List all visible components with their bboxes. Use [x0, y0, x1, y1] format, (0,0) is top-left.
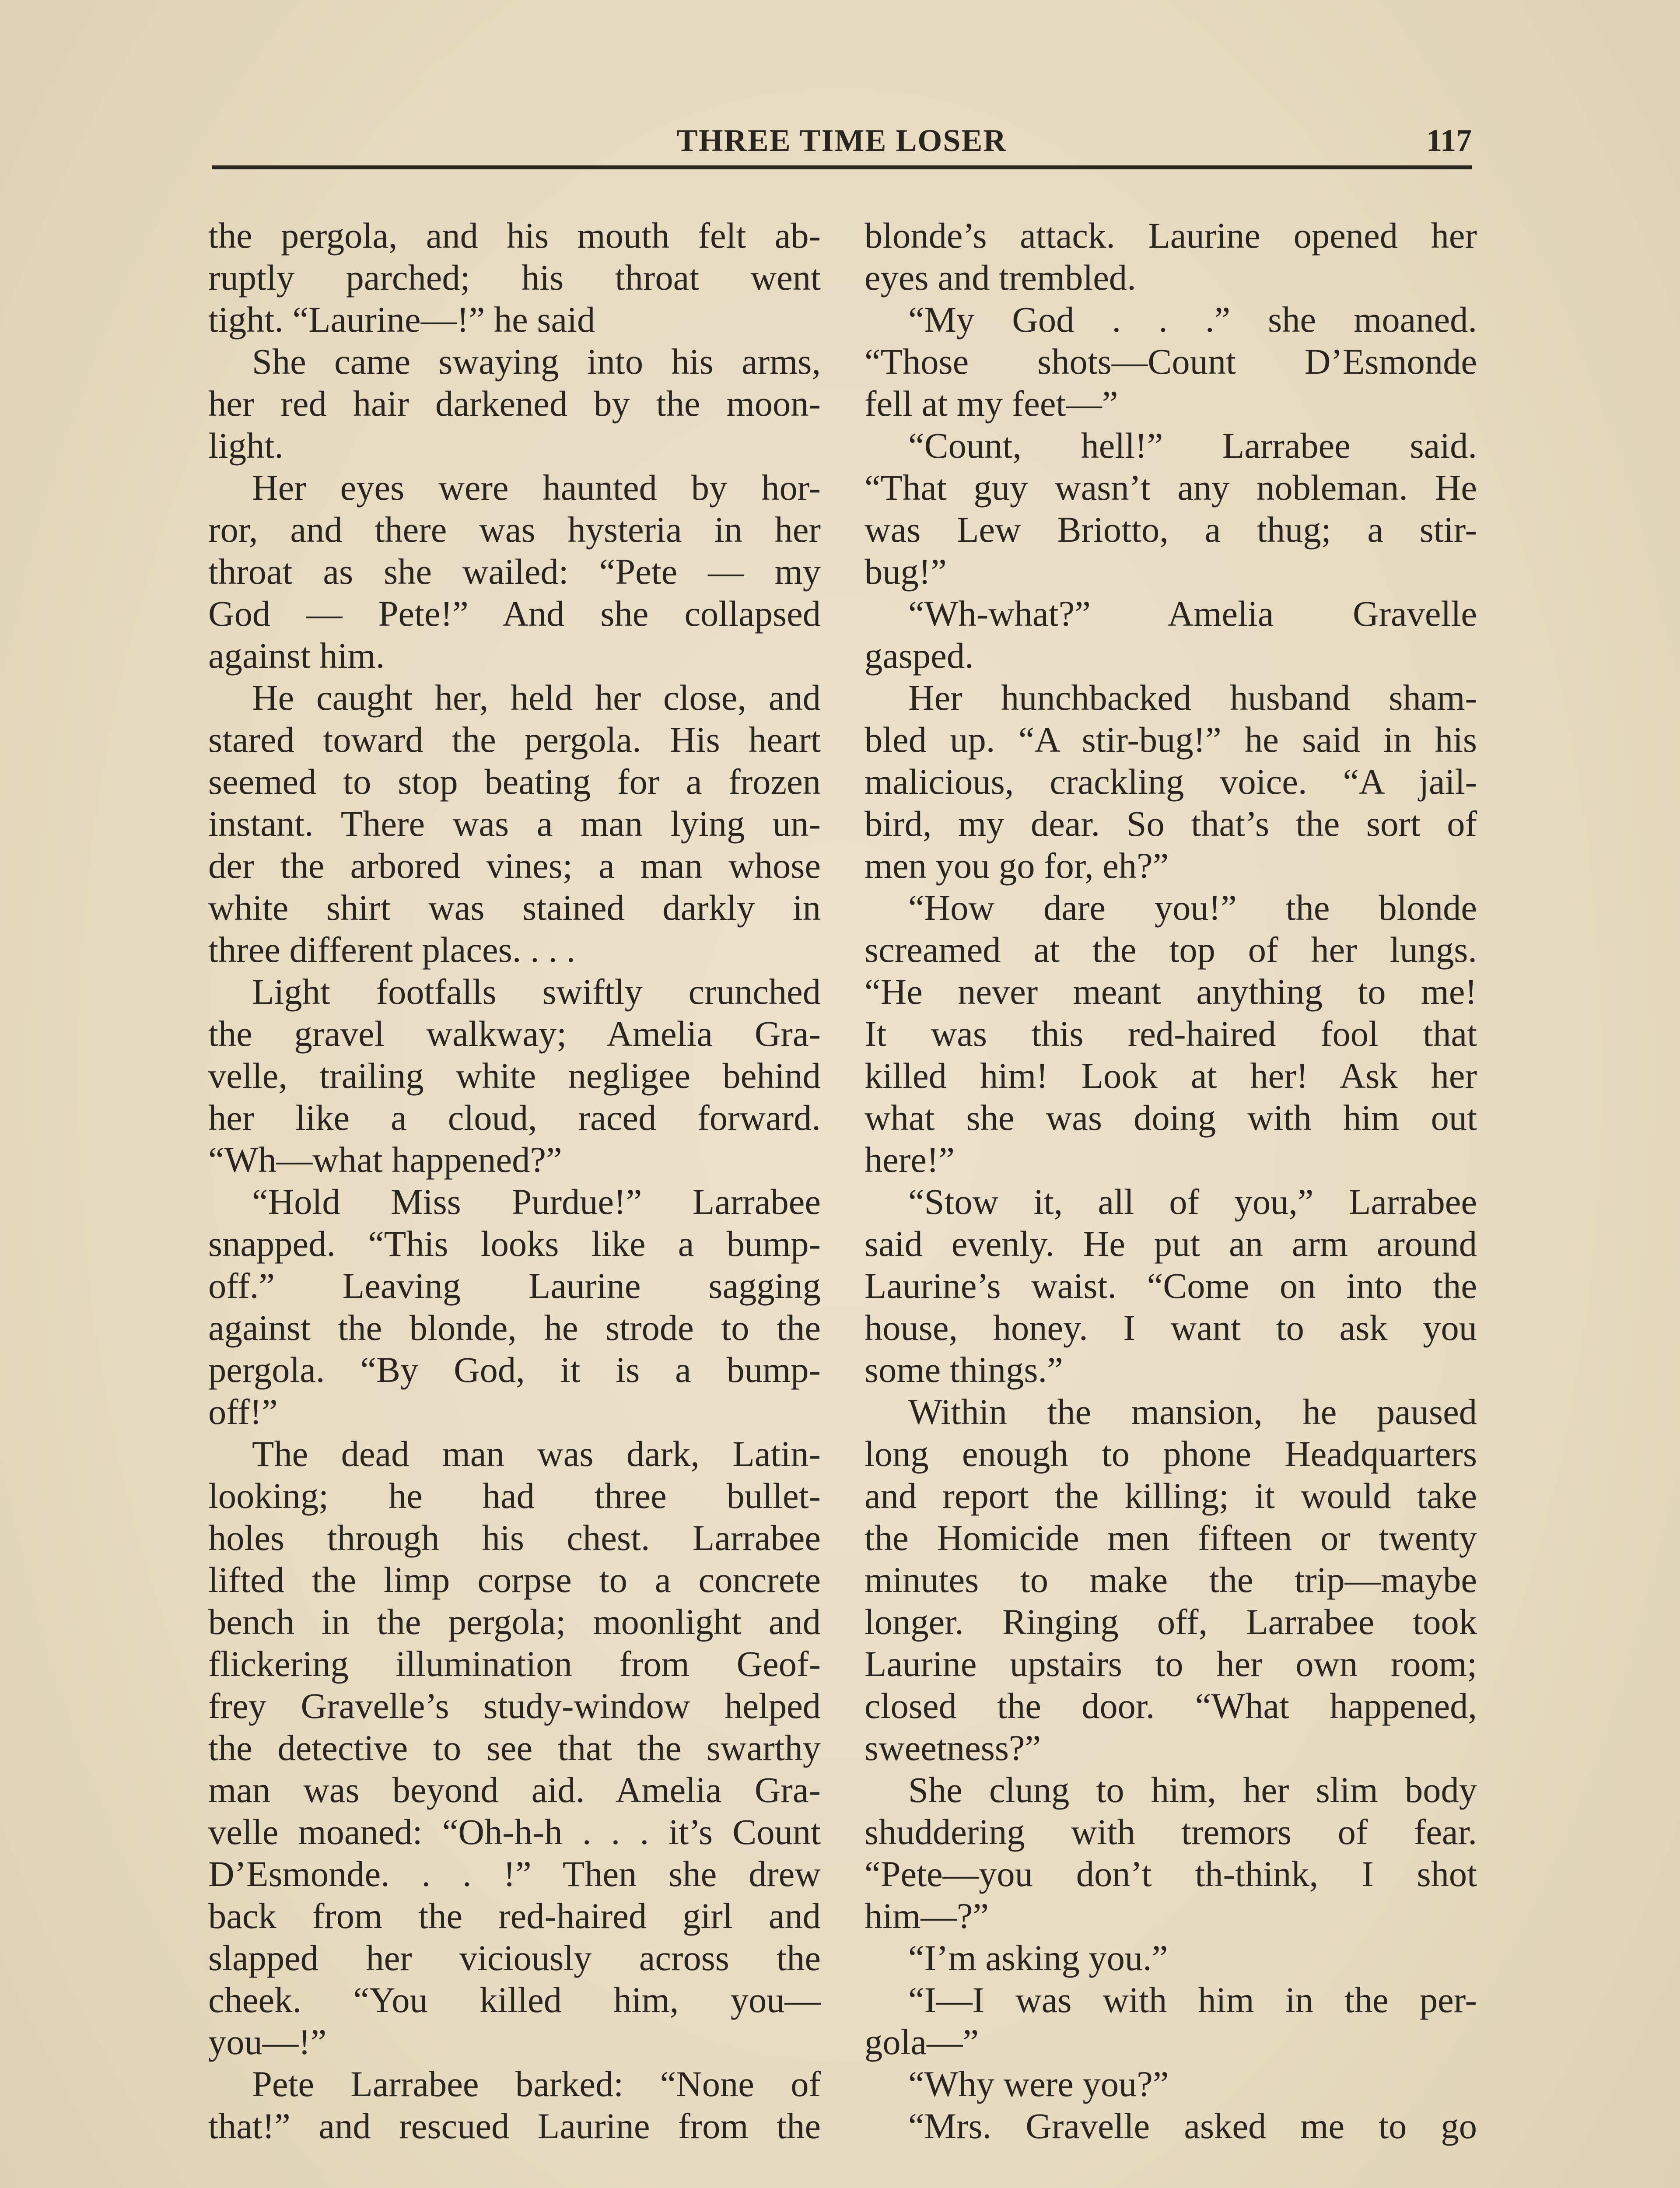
text-line: against him.: [208, 635, 385, 676]
text-line: ror, and there was hysteria in her: [208, 509, 821, 550]
running-title: THREE TIME LOSER: [676, 123, 1007, 158]
text-line: Her eyes were haunted by hor-: [252, 467, 821, 508]
text-line: She clung to him, her slim body: [908, 1770, 1477, 1810]
header-rule: [212, 165, 1472, 169]
text-line: white shirt was stained darkly in: [208, 887, 821, 928]
text-line: minutes to make the trip—maybe: [864, 1560, 1477, 1600]
text-line: some things.”: [864, 1350, 1063, 1390]
text-line: fell at my feet—”: [864, 383, 1118, 424]
text-line: “I’m asking you.”: [908, 1938, 1168, 1978]
text-line: “He never meant anything to me!: [864, 971, 1477, 1012]
text-line: malicious, crackling voice. “A jail-: [864, 761, 1477, 802]
text-line: lifted the limp corpse to a concrete: [208, 1560, 821, 1600]
text-line: “My God . . .” she moaned.: [908, 299, 1477, 340]
text-line: holes through his chest. Larrabee: [208, 1518, 821, 1558]
text-line: men you go for, eh?”: [864, 845, 1169, 886]
text-line: Laurine’s waist. “Come on into the: [864, 1266, 1477, 1306]
text-line: off.” Leaving Laurine sagging: [208, 1266, 821, 1306]
text-line: “Why were you?”: [908, 2064, 1169, 2104]
text-line: the gravel walkway; Amelia Gra-: [208, 1013, 821, 1054]
text-line: Laurine upstairs to her own room;: [864, 1644, 1477, 1684]
text-line: seemed to stop beating for a frozen: [208, 761, 821, 802]
text-line: looking; he had three bullet-: [208, 1476, 821, 1516]
text-line: “Stow it, all of you,” Larrabee: [908, 1182, 1477, 1222]
text-line: flickering illumination from Geof-: [208, 1644, 821, 1684]
text-line: frey Gravelle’s study-window helped: [208, 1686, 821, 1726]
text-line: house, honey. I want to ask you: [864, 1308, 1477, 1348]
text-line: shuddering with tremors of fear.: [864, 1812, 1477, 1852]
text-line: snapped. “This looks like a bump-: [208, 1224, 821, 1264]
text-line: gasped.: [864, 635, 974, 676]
text-line: you—!”: [208, 2022, 327, 2062]
text-line: closed the door. “What happened,: [864, 1686, 1477, 1726]
text-line: screamed at the top of her lungs.: [864, 929, 1477, 970]
text-line: said evenly. He put an arm around: [864, 1224, 1477, 1264]
text-line: Pete Larrabee barked: “None of: [252, 2064, 821, 2104]
text-line: the pergola, and his mouth felt ab-: [208, 215, 821, 256]
text-line: off!”: [208, 1392, 278, 1432]
text-line: her red hair darkened by the moon-: [208, 383, 821, 424]
text-line: Within the mansion, he paused: [908, 1392, 1477, 1432]
text-line: D’Esmonde. . . !” Then she drew: [208, 1854, 821, 1894]
text-line: der the arbored vines; a man whose: [208, 845, 821, 886]
text-line: velle moaned: “Oh-h-h . . . it’s Count: [208, 1812, 821, 1852]
text-line: and report the killing; it would take: [864, 1476, 1477, 1516]
text-line: against the blonde, he strode to the: [208, 1308, 821, 1348]
text-column-right: [864, 214, 1477, 2170]
text-line: her like a cloud, raced forward.: [208, 1098, 821, 1138]
text-line: “I—I was with him in the per-: [908, 1980, 1477, 2020]
text-line: the Homicide men fifteen or twenty: [864, 1518, 1477, 1558]
text-line: “Wh-what?” Amelia Gravelle: [908, 593, 1477, 634]
text-line: gola—”: [864, 2022, 979, 2062]
text-line: “That guy wasn’t any nobleman. He: [864, 467, 1477, 508]
text-line: “Those shots—Count D’Esmonde: [864, 341, 1477, 382]
text-line: bird, my dear. So that’s the sort of: [864, 803, 1477, 844]
text-line: him—?”: [864, 1896, 989, 1936]
text-line: “Mrs. Gravelle asked me to go: [908, 2106, 1477, 2146]
text-line: bug!”: [864, 551, 947, 592]
text-line: Light footfalls swiftly crunched: [252, 971, 821, 1012]
text-line: long enough to phone Headquarters: [864, 1434, 1477, 1474]
text-line: killed him! Look at her! Ask her: [864, 1055, 1477, 1096]
text-line: Her hunchbacked husband sham-: [908, 677, 1477, 718]
text-line: man was beyond aid. Amelia Gra-: [208, 1770, 821, 1810]
text-line: stared toward the pergola. His heart: [208, 719, 821, 760]
text-line: that!” and rescued Laurine from the: [208, 2106, 821, 2146]
text-line: back from the red-haired girl and: [208, 1896, 821, 1936]
text-line: “How dare you!” the blonde: [908, 887, 1477, 928]
text-line: throat as she wailed: “Pete — my: [208, 551, 821, 592]
text-line: “Wh—what happened?”: [208, 1140, 562, 1180]
text-line: It was this red-haired fool that: [864, 1013, 1477, 1054]
text-line: light.: [208, 425, 284, 466]
text-line: eyes and trembled.: [864, 257, 1136, 298]
text-line: sweetness?”: [864, 1728, 1041, 1768]
text-line: The dead man was dark, Latin-: [252, 1434, 821, 1474]
text-line: what she was doing with him out: [864, 1098, 1477, 1138]
text-line: three different places. . . .: [208, 929, 576, 970]
text-line: ruptly parched; his throat went: [208, 257, 821, 298]
text-line: the detective to see that the swarthy: [208, 1728, 821, 1768]
text-line: “Count, hell!” Larrabee said.: [908, 425, 1477, 466]
text-line: He caught her, held her close, and: [252, 677, 821, 718]
text-line: blonde’s attack. Laurine opened her: [864, 215, 1477, 256]
text-line: pergola. “By God, it is a bump-: [208, 1350, 821, 1390]
text-line: She came swaying into his arms,: [252, 341, 821, 382]
text-line: slapped her viciously across the: [208, 1938, 821, 1978]
page-number: 117: [1426, 123, 1472, 158]
text-line: bench in the pergola; moonlight and: [208, 1602, 821, 1642]
text-line: “Hold Miss Purdue!” Larrabee: [252, 1182, 821, 1222]
text-line: bled up. “A stir-bug!” he said in his: [864, 719, 1477, 760]
text-line: tight. “Laurine—!” he said: [208, 299, 595, 340]
text-line: was Lew Briotto, a thug; a stir-: [864, 509, 1477, 550]
text-line: here!”: [864, 1140, 955, 1180]
text-line: “Pete—you don’t th-think, I shot: [864, 1854, 1477, 1894]
text-line: cheek. “You killed him, you—: [208, 1980, 821, 2020]
text-line: velle, trailing white negligee behind: [208, 1055, 821, 1096]
text-column-left: [208, 214, 821, 2170]
running-head: [212, 115, 1472, 163]
text-line: longer. Ringing off, Larrabee took: [864, 1602, 1477, 1642]
text-line: instant. There was a man lying un-: [208, 803, 821, 844]
text-line: God — Pete!” And she collapsed: [208, 593, 821, 634]
